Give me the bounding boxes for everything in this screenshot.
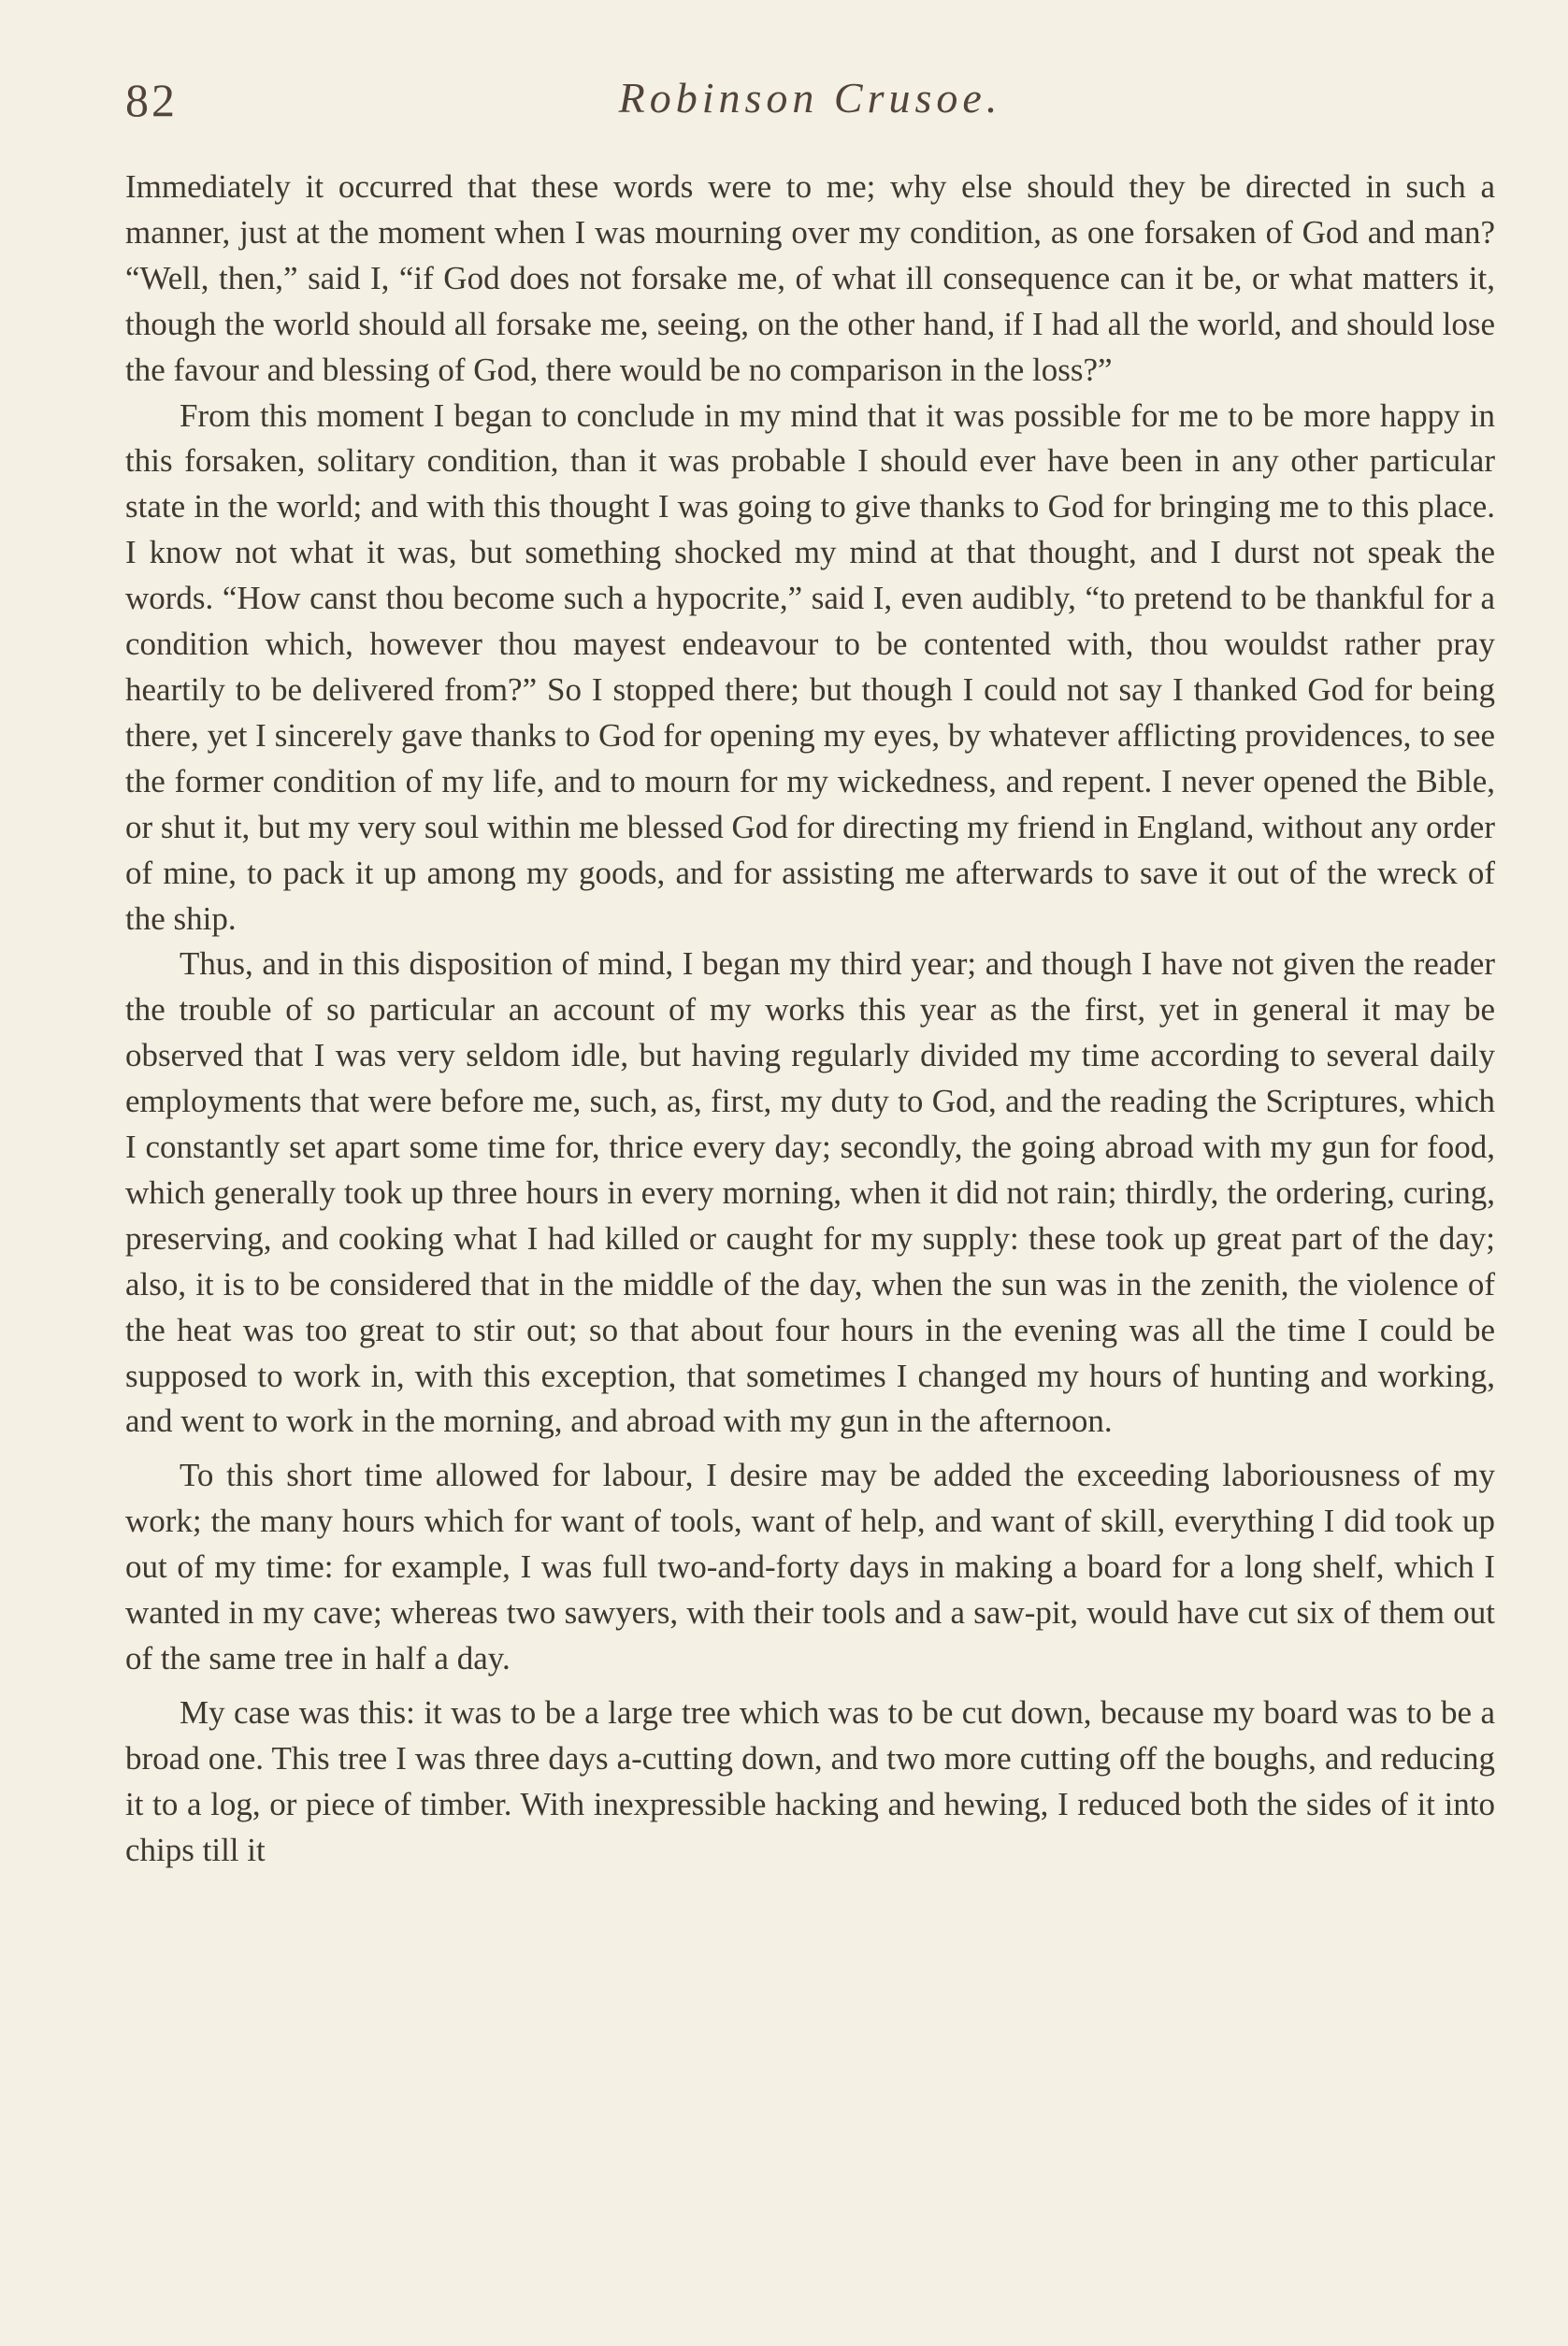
page-number: 82	[125, 74, 178, 126]
paragraph-4: To this short time allowed for labour, I desire may be added the exceeding laboriousness of my work; the many hours which for want of tools, want of help, and want of skill, everything I did took up out of my time: for example, I was full two-and-forty days in making a board for a long shelf, which I wanted in my cave; whereas two sawyers, with their tools and a saw-pit, would have cut six of them out of the same tree in half a day.	[125, 1457, 1495, 1677]
paragraph-2: From this moment I began to conclude in my mind that it was possible for me to be more happy in this forsaken, solitary condition, than it was probable I should ever have been in any other particular state in the world; and with this thought I was going to give thanks to God for bringing me to this place. I know not what it was, but something shocked my mind at that thought, and I durst not speak the words. “How canst thou become such a hypocrite,” said I, even audibly, “to pretend to be thankful for a condition which, however thou mayest endeavour to be contented with, thou wouldst rather pray heartily to be delivered from?” So I stopped there; but though I could not say I thanked God for being there, yet I sincerely gave thanks to God for opening my eyes, by whatever afflicting providences, to see the former condition of my life, and to mourn for my wickedness, and repent. I never opened the Bible, or shut it, but my very soul within me blessed God for directing my friend in England, without any order of mine, to pack it up among my goods, and for assisting me afterwards to save it out of the wreck of the ship.	[125, 396, 1495, 937]
body-text	[125, 165, 1495, 1874]
paragraph-1: Immediately it occurred that these words were to me; why else should they be directed in such a manner, just at the moment when I was mourning over my condition, as one forsaken of God and man? “Well, then,” said I, “if God does not forsake me, of what ill consequence can it be, or what matters it, though the world should all forsake me, seeing, on the other hand, if I had all the world, and should lose the favour and blessing of God, there would be no comparison in the loss?”	[125, 168, 1495, 388]
running-head	[125, 73, 1495, 138]
paragraph-3: Thus, and in this disposition of mind, I began my third year; and though I have not given the reader the trouble of so particular an account of my works this year as the first, yet in general it may be observed that I was very seldom idle, but having regularly divided my time according to several daily employments that were before me, such, as, first, my duty to God, and the reading the Scriptures, which I constantly set apart some time for, thrice every day; secondly, the going abroad with my gun for food, which generally took up three hours in every morning, when it did not rain; thirdly, the ordering, curing, preserving, and cooking what I had killed or caught for my supply: these took up great part of the day; also, it is to be considered that in the middle of the day, when the sun was in the zenith, the violence of the heat was too great to stir out; so that about four hours in the evening was all the time I could be supposed to work in, with this exception, that sometimes I changed my hours of hunting and working, and went to work in the morning, and abroad with my gun in the afternoon.	[125, 945, 1495, 1440]
paragraph-5: My case was this: it was to be a large tree which was to be cut down, because my board was to be a broad one. This tree I was three days a-cutting down, and two more cutting off the boughs, and reducing it to a log, or piece of timber. With inexpressible hacking and hewing, I reduced both the sides of it into chips till it	[125, 1693, 1495, 1868]
book-title: Robinson Crusoe.	[618, 74, 1002, 122]
